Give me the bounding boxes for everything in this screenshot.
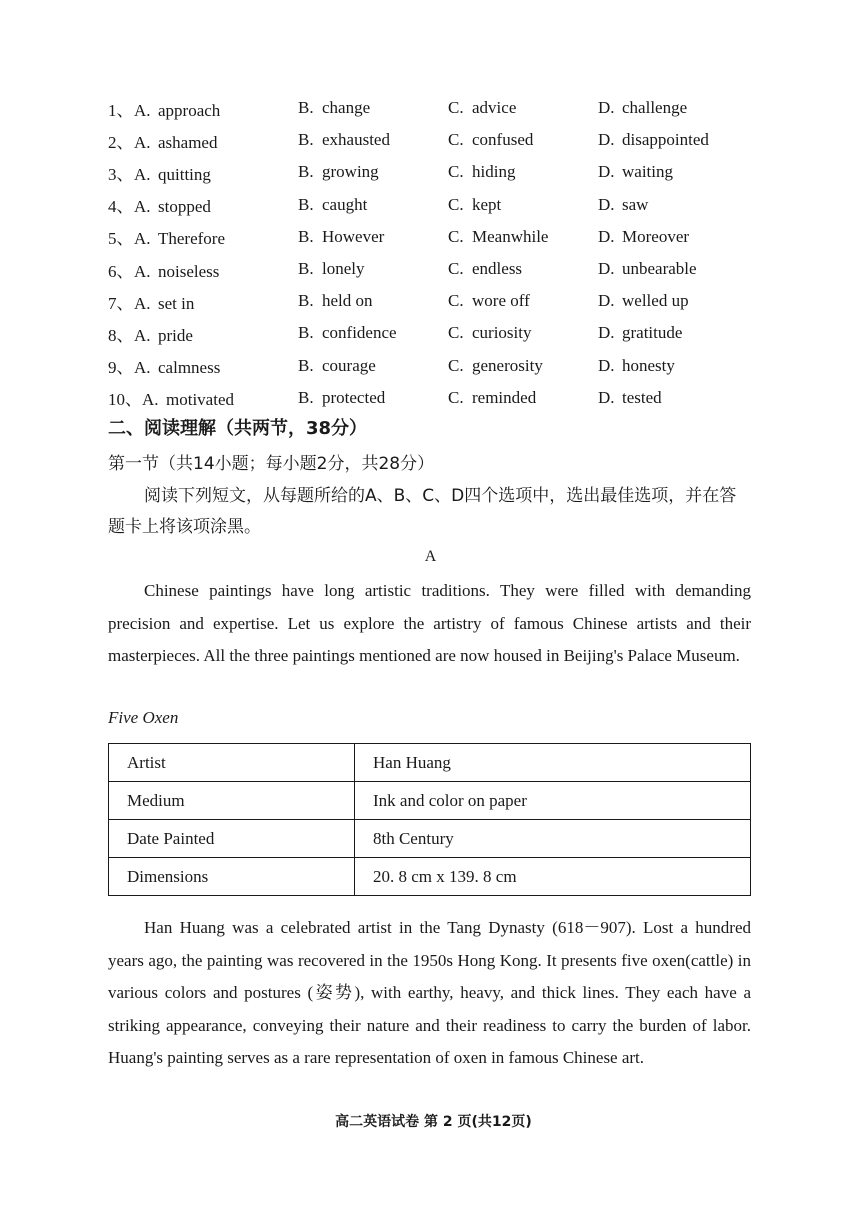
option-row: [108, 253, 768, 285]
option-letter: A.: [134, 164, 151, 184]
option-cell: [298, 189, 448, 221]
option-letter: A.: [134, 197, 151, 217]
option-text: advice: [472, 98, 517, 118]
option-text: confidence: [322, 323, 397, 343]
option-row: [108, 221, 768, 253]
option-letter: D.: [598, 387, 615, 407]
option-cell: [108, 156, 298, 188]
option-text: wore off: [472, 291, 530, 311]
option-letter: D.: [598, 355, 615, 375]
option-cell: [598, 124, 768, 156]
option-cell: [298, 124, 448, 156]
option-row: [108, 124, 768, 156]
option-letter: A.: [134, 293, 151, 313]
option-cell: [598, 221, 768, 253]
cloze-options-table: [108, 92, 768, 414]
option-text: change: [322, 98, 371, 118]
option-text: waiting: [622, 162, 673, 182]
option-text: reminded: [472, 387, 537, 407]
option-letter: B.: [298, 323, 314, 343]
question-number: 2、: [108, 132, 134, 152]
table-row: [109, 858, 751, 896]
painting-info-table: [108, 743, 751, 896]
option-text: Moreover: [622, 226, 690, 246]
option-letter: A.: [134, 100, 151, 120]
option-cell: [448, 317, 598, 349]
option-letter: B.: [298, 194, 314, 214]
option-text: courage: [322, 355, 376, 375]
row-label: Date Painted: [109, 820, 355, 858]
option-letter: A.: [134, 132, 151, 152]
question-number: 5、: [108, 229, 134, 249]
option-letter: C.: [448, 259, 464, 279]
option-letter: A.: [134, 261, 151, 281]
option-text: lonely: [322, 259, 365, 279]
option-cell: [448, 124, 598, 156]
option-cell: [448, 382, 598, 414]
option-letter: D.: [598, 291, 615, 311]
row-label: Artist: [109, 744, 355, 782]
option-cell: [298, 92, 448, 124]
section-title: 二、阅读理解（共两节，38分）: [108, 418, 368, 439]
option-text: calmness: [158, 358, 221, 378]
option-text: honesty: [622, 355, 675, 375]
option-text: pride: [158, 325, 193, 345]
option-letter: C.: [448, 98, 464, 118]
row-label: Medium: [109, 782, 355, 820]
option-row: [108, 189, 768, 221]
option-letter: D.: [598, 98, 615, 118]
option-text: Therefore: [158, 229, 226, 249]
option-text: set in: [158, 293, 195, 313]
option-letter: C.: [448, 226, 464, 246]
option-text: endless: [472, 259, 523, 279]
option-cell: [448, 189, 598, 221]
option-letter: C.: [448, 130, 464, 150]
row-label: Dimensions: [109, 858, 355, 896]
option-text: tested: [622, 387, 662, 407]
option-letter: B.: [298, 355, 314, 375]
table-row: [109, 782, 751, 820]
option-text: generosity: [472, 355, 543, 375]
option-cell: [108, 124, 298, 156]
option-text: held on: [322, 291, 373, 311]
option-text: motivated: [166, 390, 234, 410]
option-text: protected: [322, 387, 386, 407]
option-text: caught: [322, 194, 368, 214]
option-letter: C.: [448, 194, 464, 214]
option-cell: [108, 285, 298, 317]
option-cell: [448, 253, 598, 285]
option-letter: D.: [598, 259, 615, 279]
option-cell: [108, 92, 298, 124]
option-cell: [448, 156, 598, 188]
option-text: Meanwhile: [472, 226, 549, 246]
option-row: [108, 382, 768, 414]
option-cell: [598, 189, 768, 221]
option-letter: B.: [298, 387, 314, 407]
option-cell: [298, 156, 448, 188]
option-cell: [108, 189, 298, 221]
option-letter: B.: [298, 130, 314, 150]
option-text: stopped: [158, 197, 211, 217]
option-letter: B.: [298, 98, 314, 118]
option-text: confused: [472, 130, 534, 150]
option-cell: [598, 156, 768, 188]
option-letter: A.: [134, 325, 151, 345]
option-letter: C.: [448, 323, 464, 343]
option-cell: [298, 317, 448, 349]
option-cell: [598, 92, 768, 124]
option-row: [108, 317, 768, 349]
question-number: 6、: [108, 261, 134, 281]
question-number: 9、: [108, 358, 134, 378]
option-cell: [598, 350, 768, 382]
question-number: 1、: [108, 100, 134, 120]
question-number: 4、: [108, 197, 134, 217]
option-cell: [298, 382, 448, 414]
option-letter: B.: [298, 162, 314, 182]
question-number: 3、: [108, 164, 134, 184]
option-text: curiosity: [472, 323, 532, 343]
option-letter: C.: [448, 291, 464, 311]
option-cell: [598, 382, 768, 414]
option-letter: D.: [598, 194, 615, 214]
option-text: welled up: [622, 291, 689, 311]
option-text: quitting: [158, 164, 211, 184]
option-text: challenge: [622, 98, 688, 118]
option-text: disappointed: [622, 130, 709, 150]
page-footer: 高二英语试卷 第 2 页(共12页): [335, 1114, 532, 1130]
passage-body: Han Huang was a celebrated artist in the Tang Dynasty (618－907). Lost a hundred years ago, the painting was recovered in the 1950s Hong Kong. It presents five oxen(cattle) in various colors and postures (姿势), with earthy, heavy, and thick lines. They each have a striking appearance, conveying their nature and their readiness to carry the burden of labor. Huang's painting serves as a rare representation of oxen in famous Chinese art.: [108, 918, 751, 1067]
option-text: saw: [622, 194, 649, 214]
option-letter: D.: [598, 226, 615, 246]
option-row: [108, 350, 768, 382]
option-text: ashamed: [158, 132, 218, 152]
row-value: Ink and color on paper: [355, 782, 751, 820]
option-letter: D.: [598, 162, 615, 182]
option-cell: [448, 92, 598, 124]
option-cell: [298, 285, 448, 317]
row-value: 20. 8 cm x 139. 8 cm: [355, 858, 751, 896]
option-letter: B.: [298, 259, 314, 279]
option-cell: [598, 285, 768, 317]
option-cell: [598, 317, 768, 349]
option-row: [108, 156, 768, 188]
option-text: gratitude: [622, 323, 683, 343]
table-row: [109, 820, 751, 858]
option-cell: [108, 221, 298, 253]
option-letter: B.: [298, 291, 314, 311]
option-cell: [448, 350, 598, 382]
question-number: 8、: [108, 325, 134, 345]
option-text: exhausted: [322, 130, 390, 150]
question-number: 7、: [108, 293, 134, 313]
option-cell: [448, 221, 598, 253]
section-subtitle: 第一节（共14小题；每小题2分，共28分）: [108, 454, 435, 474]
option-text: hiding: [472, 162, 516, 182]
option-cell: [298, 253, 448, 285]
option-cell: [108, 382, 298, 414]
option-cell: [448, 285, 598, 317]
option-cell: [298, 221, 448, 253]
option-cell: [598, 253, 768, 285]
option-letter: B.: [298, 226, 314, 246]
option-letter: D.: [598, 323, 615, 343]
section-instruction: 阅读下列短文，从每题所给的A、B、C、D四个选项中，选出最佳选项，并在答题卡上将该项涂黑。: [108, 486, 737, 537]
passage-intro: Chinese paintings have long artistic traditions. They were filled with demanding precision and expertise. Let us explore the artistry of famous Chinese artists and their masterpieces. All the three paintings mentioned are now housed in Beijing's Palace Museum.: [108, 581, 751, 665]
table-row: [109, 744, 751, 782]
row-value: Han Huang: [355, 744, 751, 782]
option-letter: D.: [598, 130, 615, 150]
option-letter: A.: [134, 358, 151, 378]
option-text: kept: [472, 194, 502, 214]
option-row: [108, 285, 768, 317]
option-cell: [108, 253, 298, 285]
painting-title: Five Oxen: [108, 708, 179, 727]
option-letter: C.: [448, 162, 464, 182]
option-letter: A.: [142, 390, 159, 410]
option-text: However: [322, 226, 385, 246]
option-text: growing: [322, 162, 379, 182]
option-text: approach: [158, 100, 221, 120]
option-text: unbearable: [622, 259, 697, 279]
option-cell: [108, 350, 298, 382]
option-letter: C.: [448, 355, 464, 375]
row-value: 8th Century: [355, 820, 751, 858]
passage-letter: A: [424, 548, 437, 565]
option-cell: [108, 317, 298, 349]
option-letter: C.: [448, 387, 464, 407]
option-cell: [298, 350, 448, 382]
option-letter: A.: [134, 229, 151, 249]
option-row: [108, 92, 768, 124]
question-number: 10、: [108, 390, 142, 410]
option-text: noiseless: [158, 261, 220, 281]
